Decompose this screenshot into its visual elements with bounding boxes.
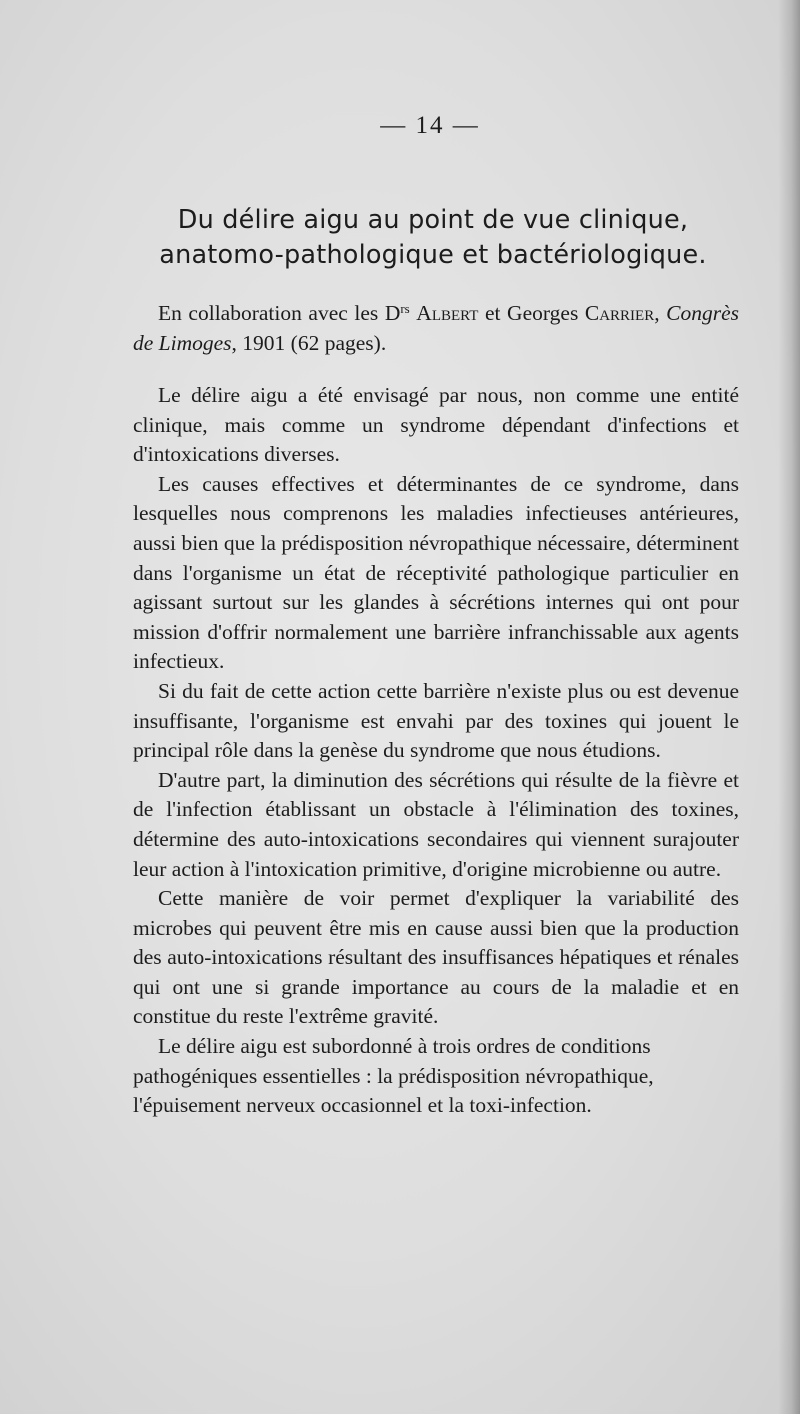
page-number: — 14 —	[380, 112, 480, 139]
collab-connector: et Georges	[484, 301, 579, 325]
collab-venue: Congrès de Limoges	[133, 301, 740, 355]
body-paragraph: Si du fait de cette action cette barrière n'existe plus ou est devenue insuffisante, l'organisme est envahi par des toxines qui jouent le principal rôle dans la genèse du syndrome que nous étudions.	[133, 678, 739, 763]
collab-author-2: Carrier	[584, 301, 655, 325]
collab-title-abbrev: $D^{rs}$	[384, 301, 410, 325]
body-paragraph: Les causes effectives et déterminantes de ce syndrome, dans lesquelles nous comprenons les maladies infectieuses antérieures, aussi bien que la prédisposition névropathique nécessaire, déterminent dans l'organisme un état de réceptivité pathologique particulier en agissant surtout sur les glandes à sécrétions internes qui ont pour mission d'offrir normalement une barrière infranchissable aux agents infectieux.	[133, 471, 739, 674]
article-body	[133, 381, 739, 1121]
page-edge-shadow	[778, 0, 800, 1414]
body-paragraph: Cette manière de voir permet d'expliquer la variabilité des microbes qui peuvent être mis en cause aussi bien que la production des auto-intoxications résultant des insuffisances hépatiques et rénales qui ont une si grande importance au cours de la maladie et en constitue du reste l'extrême gravité.	[133, 886, 739, 1029]
collab-author-1: Albert	[416, 301, 479, 325]
body-paragraph: Le délire aigu a été envisagé par nous, non comme une entité clinique, mais comme un syndrome dépendant d'infections et d'intoxications diverses.	[133, 383, 739, 467]
collab-prefix: En collaboration avec les	[158, 301, 379, 325]
body-paragraph: D'autre part, la diminution des sécrétions qui résulte de la fièvre et de l'infection établissant un obstacle à l'élimination des toxines, détermine des auto-intoxications secondaires qui viennent surajouter leur action à l'intoxication primitive, d'origine microbienne ou autre.	[133, 767, 739, 881]
body-paragraph: Le délire aigu est subordonné à trois ordres de conditions pathogéniques essentielles : la prédisposition névropathique, l'épuisement nerveux occasionnel et la toxi-infection.	[133, 1034, 654, 1118]
collab-details: 1901 (62 pages).	[242, 330, 387, 355]
collab-title-sup: rs	[400, 301, 410, 316]
article-title: Du délire aigu au point de vue clinique, anatomo-pathologique et bactériologique.	[159, 205, 707, 270]
collaboration-line: En collaboration avec les $D^{rs}$ Albert et Georges Carrier, Congrès de Limoges, 1901 (62 pages).	[133, 301, 740, 355]
